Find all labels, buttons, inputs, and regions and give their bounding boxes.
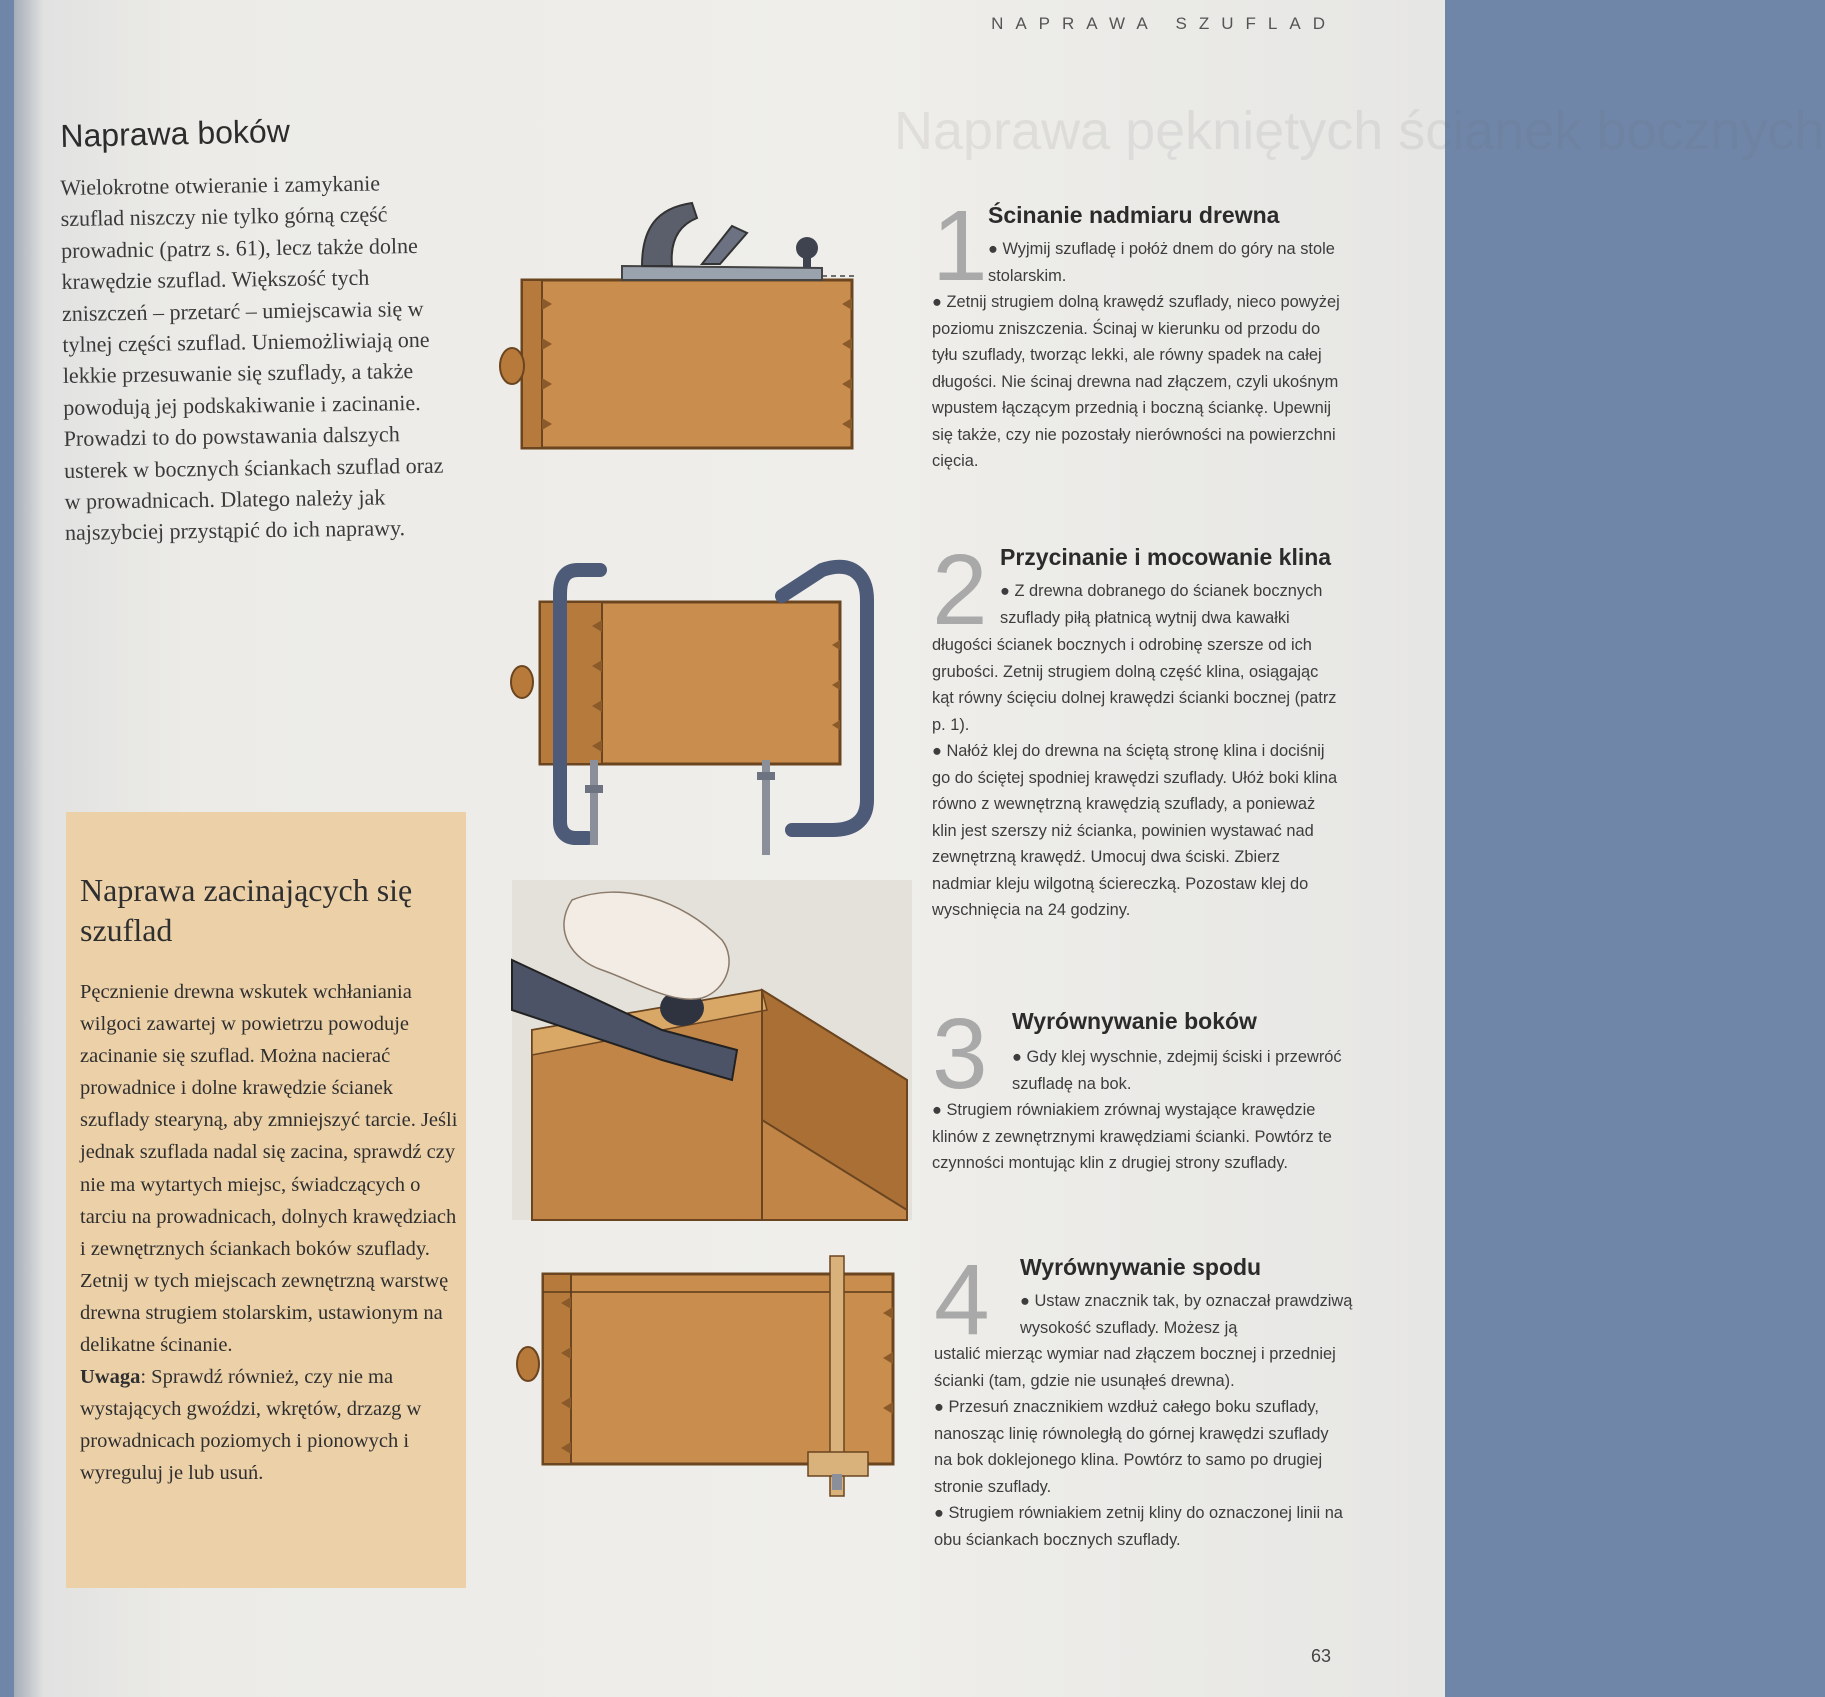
- illustration-clamping-wedge: [492, 560, 912, 870]
- step-3-title: Wyrównywanie boków: [1012, 1008, 1257, 1034]
- step-3-lead: ● Gdy klej wyschnie, zdejmij ściski i przewróć szufladę na bok.: [1012, 1048, 1342, 1093]
- book-page: [14, 0, 1825, 1697]
- sidebar-heading: Naprawa zacinających się szuflad: [80, 872, 413, 948]
- step-2-body: długości ścianek bocznych i odrobinę szersze od ich grubości. Zetnij strugiem dolną część klina, osiągając kąt równy ścięciu dolnej krawędzi ścianki bocznej (patrz p. 1). ● Nałóż klej do drewna na ściętą stronę klina i dociśnij go do ściętej spodniej krawędzi szuflady. Ułóż boki klina równo z wewnętrzną krawędzią szuflady, a ponieważ klin jest szerszy niż ścianka, powinien wystawać nad zewnętrzną krawędź. Umocuj dwa ściski. Zbierz nadmiar kleju wilgotną ściereczką. Pozostaw klej do wyschnięcia na 24 godziny.: [932, 636, 1338, 919]
- illustration-planing-drawer: [492, 198, 912, 466]
- sidebar-box: [66, 812, 466, 1588]
- page-number: 63: [1311, 1646, 1332, 1666]
- section-heading: Naprawa boków: [60, 112, 291, 154]
- running-head: NAPRAWA SZUFLAD: [991, 14, 1337, 33]
- step-1-lead: ● Wyjmij szufladę i połóż dnem do góry na stole stolarskim.: [988, 240, 1335, 285]
- step-4-title: Wyrównywanie spodu: [1020, 1254, 1262, 1280]
- step-4-body: ustalić mierząc wymiar nad złączem bocznej i przedniej ścianki (tam, gdzie nie usunąłeś drewna). ● Przesuń znacznikiem wzdłuż całego boku szuflady, nanosząc linię równoległą do górnej krawędzi szuflady na bok doklejonego klina. Powtórz to samo po drugiej stronie szuflady. ● Strugiem równiakiem zetnij kliny do oznaczonej linii na obu ściankach bocznych szuflady.: [934, 1345, 1343, 1549]
- show-through-heading: Naprawa pękniętych ścianek bocznych: [894, 101, 1825, 161]
- step-1: [932, 190, 1362, 486]
- step-1-title: Ścinanie nadmiaru drewna: [988, 202, 1280, 228]
- step-2-number: 2: [932, 534, 988, 646]
- sidebar-note-label: Uwaga: [80, 1366, 141, 1389]
- sidebar-note-text: : Sprawdź również, czy nie ma wystających gwoździ, wkrętów, drzazg w prowadnicach poziomych i pionowych i wyreguluj je lub usuń.: [80, 1366, 422, 1485]
- step-4-lead: ● Ustaw znacznik tak, by oznaczał prawdziwą wysokość szuflady. Możesz ją: [1020, 1292, 1353, 1337]
- illustration-planing-side: [512, 880, 912, 1220]
- step-3-number: 3: [932, 998, 988, 1110]
- step-1-number: 1: [932, 190, 988, 302]
- intro-paragraph: Wielokrotne otwieranie i zamykanie szuflad niszczy nie tylko górną część prowadnic (patrz s. 61), lecz także dolne krawędzie szuflad. Większość tych zniszczeń – przetarć – umiejscawia się w tylnej części szuflad. Uniemożliwiają one lekkie przesuwanie się szuflady, a także powodują jej podskakiwanie i zacinanie. Prowadzi to do powstawania dalszych usterek w bocznych ściankach szuflad oraz w prowadnicach. Dlatego należy jak najszybciej przystąpić do ich naprawy.: [60, 170, 444, 546]
- step-3-body: ● Strugiem równiakiem zrównaj wystające krawędzie klinów z zewnętrznymi krawędziami ścianki. Powtórz te czynności montując klin z drugiej strony szuflady.: [932, 1101, 1332, 1172]
- illustration-marking-gauge: [508, 1252, 914, 1502]
- book-gutter-shadow: [14, 0, 44, 1697]
- step-2: [932, 534, 1362, 940]
- step-4-number: 4: [934, 1244, 990, 1356]
- step-1-body: ● Zetnij strugiem dolną krawędź szuflady, nieco powyżej poziomu zniszczenia. Ścinaj w kierunku od przodu do tyłu szuflady, tworząc lekki, ale równy spadek na całej długości. Nie ścinaj drewna nad złączem, czyli ukośnym wpustem łączącym przednią i boczną ściankę. Upewnij się także, czy nie pozostały nierówności na powierzchni cięcia.: [932, 293, 1340, 470]
- sidebar-body: [80, 976, 460, 1490]
- step-4: [934, 1244, 1364, 1560]
- step-2-lead: ● Z drewna dobranego do ścianek bocznych szuflady piłą płatnicą wytnij dwa kawałki: [1000, 582, 1323, 627]
- step-3: [932, 998, 1362, 1194]
- sidebar-body-text: Pęcznienie drewna wskutek wchłaniania wilgoci zawartej w powietrzu powoduje zacinanie się szuflad. Można nacierać prowadnice i dolne krawędzie ścianek szuflady stearyną, aby zmniejszyć tarcie. Jeśli jednak szuflada nadal się zacina, sprawdź czy nie ma wytartych miejsc, świadczących o tarciu na prowadnicach, dolnych krawędziach i zewnętrznych ściankach boków szuflady. Zetnij w tych miejscach zewnętrzną warstwę drewna strugiem stolarskim, ustawionym na delikatne ścinanie.: [80, 981, 458, 1357]
- step-2-title: Przycinanie i mocowanie klina: [1000, 544, 1332, 570]
